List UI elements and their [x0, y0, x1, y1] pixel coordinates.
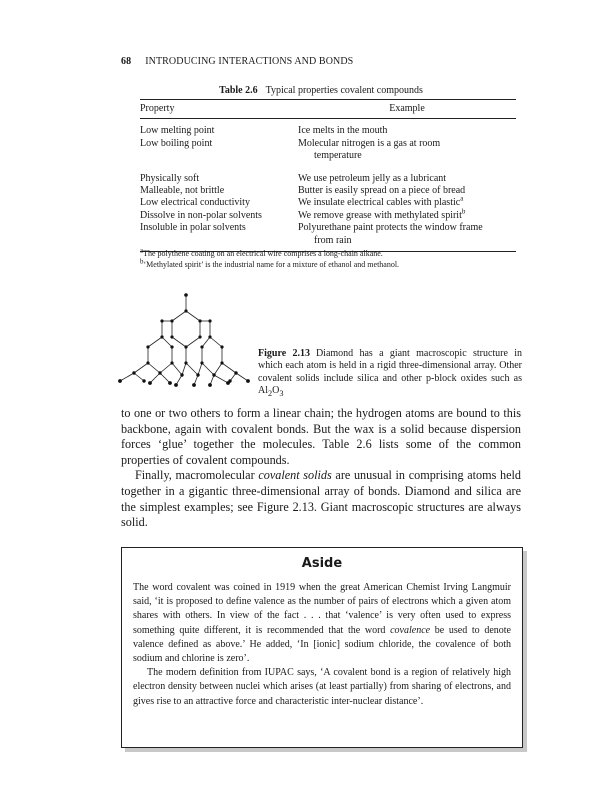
- cell-property: Low melting point: [140, 125, 215, 137]
- cell-example: [298, 197, 516, 209]
- cell-property: Malleable, not brittle: [140, 185, 225, 197]
- cell-example: Ice melts in the mouth: [298, 125, 388, 137]
- body-text: [121, 406, 521, 531]
- cell-property: Physically soft: [140, 172, 200, 184]
- footnote-mark: b: [140, 257, 144, 266]
- table-row: [140, 119, 516, 138]
- aside-body: [133, 581, 511, 709]
- subscript: 2: [268, 389, 273, 399]
- table-label: Table 2.6: [219, 85, 258, 96]
- table-caption-text: Typical properties covalent compounds: [265, 85, 423, 96]
- footnote-text: ‘Methylated spirit’ is the industrial name for a mixture of ethanol and methanol.: [143, 260, 400, 269]
- example-text: We insulate electrical cables with plastic: [298, 197, 461, 209]
- emphasis: covalent solids: [258, 468, 332, 483]
- example-text: Molecular nitrogen is a gas at room: [298, 137, 441, 149]
- cell-example: [298, 207, 516, 222]
- text-run: The word covalent was coined in 1919 when the great American Chemist Irving Langmuir said, ‘it is proposed to define valence as the number of pairs of electrons which a given atom shares with others. In view of the fact . . . that ‘valence’ is very often used to express something quite different, it is recommended that the word: [133, 582, 511, 636]
- text-run: Finally, macromolecular: [135, 468, 259, 483]
- emphasis: covalence: [390, 624, 431, 636]
- cell-property: Low boiling point: [140, 137, 213, 149]
- formula-text: O: [272, 385, 280, 397]
- footnote-mark: a: [460, 195, 464, 204]
- example-continuation: temperature: [314, 150, 362, 162]
- paragraph: [133, 581, 511, 666]
- header-example: Example: [298, 100, 516, 119]
- footnote: [140, 248, 520, 259]
- diamond-lattice-illustration: [110, 285, 260, 395]
- cell-example: Butter is easily spread on a piece of bread: [298, 185, 466, 197]
- table-header-row: [140, 100, 516, 119]
- header-property: Property: [140, 100, 298, 119]
- footnote-mark: b: [461, 207, 466, 216]
- table-row: [140, 138, 516, 163]
- example-text: We remove grease with methylated spirit: [298, 209, 462, 221]
- example-text: Polyurethane paint protects the window frame: [298, 222, 483, 234]
- running-title: INTRODUCING INTERACTIONS AND BONDS: [145, 56, 354, 67]
- cell-property: Low electrical conductivity: [140, 197, 250, 209]
- paragraph: [121, 468, 521, 530]
- footnote: [140, 259, 520, 270]
- page-number: 68: [121, 56, 132, 67]
- table-footnotes: [140, 248, 520, 270]
- running-head: [121, 56, 353, 67]
- figure-caption: [258, 348, 522, 401]
- footnote-mark: a: [140, 246, 144, 255]
- table-row: [140, 197, 516, 209]
- table-row: [140, 210, 516, 222]
- figure-label: Figure 2.13: [258, 348, 310, 359]
- text-run: are unusual in comprising atoms held together in a gigantic three-dimensional array of bonds. Diamond and silica are the simplest examples; see Figure 2.13. Giant macroscopic structures are always solid.: [121, 468, 521, 530]
- cell-example: We use petroleum jelly as a lubricant: [298, 172, 447, 184]
- table-row: [140, 163, 516, 185]
- aside-title: Aside: [301, 556, 343, 571]
- paragraph: to one or two others to form a linear chain; the hydrogen atoms are bound to this backbone, again with covalent bonds. But the wax is a solid because dispersion forces ‘glue’ together the molecules. Table 2.6 lists some of the common properties of covalent compounds.: [121, 406, 521, 467]
- subscript: 3: [279, 389, 284, 399]
- cell-property: Dissolve in non-polar solvents: [140, 209, 262, 221]
- text-run: be used to denote valence defined as above.’ He added, ‘In [ionic] sodium chloride, the covalence of both sodium and chlorine is zero’.: [133, 624, 511, 665]
- footnote-text: The polythene coating on an electrical wire comprises a long-chain alkane.: [143, 249, 383, 258]
- cell-property: Insoluble in polar solvents: [140, 222, 298, 251]
- aside-box: [121, 547, 523, 748]
- figure-caption-text: Diamond has a giant macroscopic structure in which each atom is held in a rigid three-dimensional array. Other covalent solids include silica and other p-block oxides such as Al: [258, 348, 522, 397]
- example-continuation: from rain: [314, 234, 352, 246]
- table-caption: [121, 85, 521, 96]
- cell-example: [298, 138, 516, 163]
- paragraph: The modern definition from IUPAC says, ‘A covalent bond is a region of relatively high electron density between nuclei which arises (at least partially) from sharing of electrons, and gives rise to an attractive force and characteristic inter-nuclear distance’.: [133, 667, 511, 707]
